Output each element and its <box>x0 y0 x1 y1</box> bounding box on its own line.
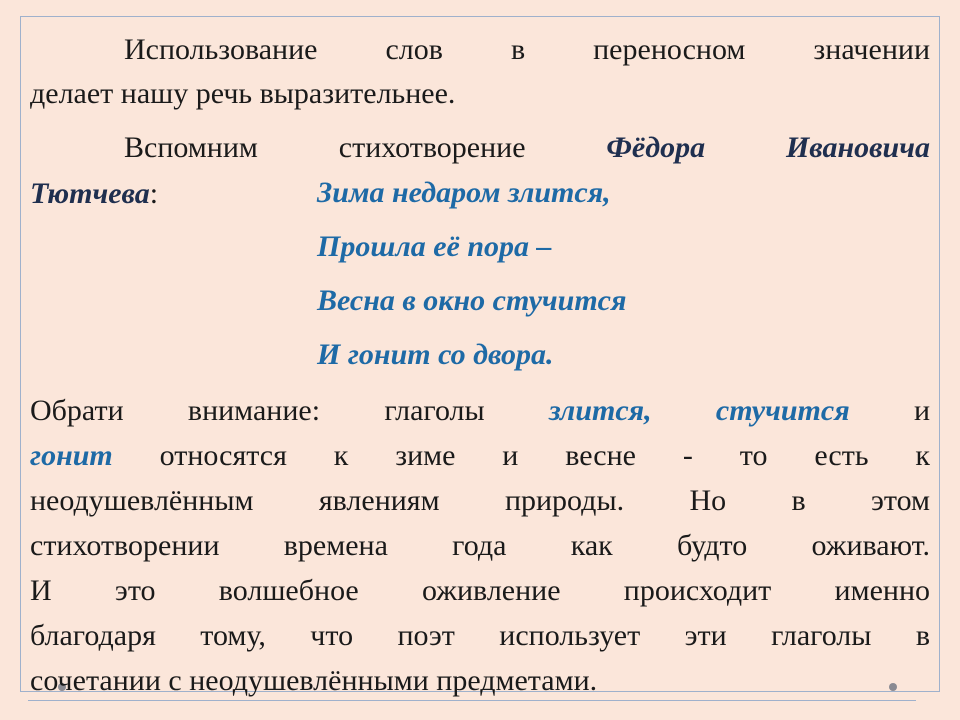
paragraph-3-line-4: стихотворении времена года как будто оживают. <box>30 529 930 562</box>
author-colon: : <box>149 177 159 210</box>
verb-gonit: гонит <box>30 439 113 472</box>
paragraph-3-line-2 <box>30 433 930 478</box>
verb-zlitsya: злится, <box>548 394 652 427</box>
paragraph-1-line-1 <box>30 28 930 72</box>
paragraph-1 <box>30 28 930 116</box>
paragraph-3-line-3: неодушевлённым явлениям природы. Но в этом <box>30 484 930 517</box>
paragraph-3-line-5: И это волшебное оживление происходит именно <box>30 574 930 607</box>
conjunction-i: и <box>913 394 931 427</box>
paragraph-3-intro: Обрати внимание: глаголы <box>30 394 485 427</box>
poem-line-3: Весна в окно стучится <box>317 284 627 317</box>
paragraph-3-line-2-rest: относятся к зиме и весне - то есть к <box>159 439 930 472</box>
poem-line-4: И гонит со двора. <box>317 338 554 371</box>
paragraph-2-intro: Вспомним стихотворение <box>124 131 526 164</box>
verb-stuchitsya: стучится <box>715 394 850 427</box>
poem-line-2: Прошла её пора – <box>317 230 552 263</box>
paragraph-1-line-1-text: Использование слов в переносном значении <box>124 33 930 66</box>
poem <box>317 166 626 382</box>
paragraph-1-line-2: делает нашу речь выразительнее. <box>30 77 456 110</box>
poem-line-1: Зима недаром злится, <box>317 176 611 209</box>
paragraph-2-line-1 <box>30 126 930 170</box>
paragraph-3 <box>30 388 930 703</box>
paragraph-3-line-1 <box>30 388 930 433</box>
paragraph-3-line-7: сочетании с неодушевлёнными предметами. <box>30 664 598 697</box>
author-first-name: Фёдора Ивановича <box>606 131 930 164</box>
author-last-name: Тютчева <box>30 177 150 210</box>
paragraph-3-line-6: благодаря тому, что поэт использует эти глаголы в <box>30 619 930 652</box>
paragraph-2 <box>30 126 930 170</box>
paragraph-2-line-2 <box>30 172 158 216</box>
